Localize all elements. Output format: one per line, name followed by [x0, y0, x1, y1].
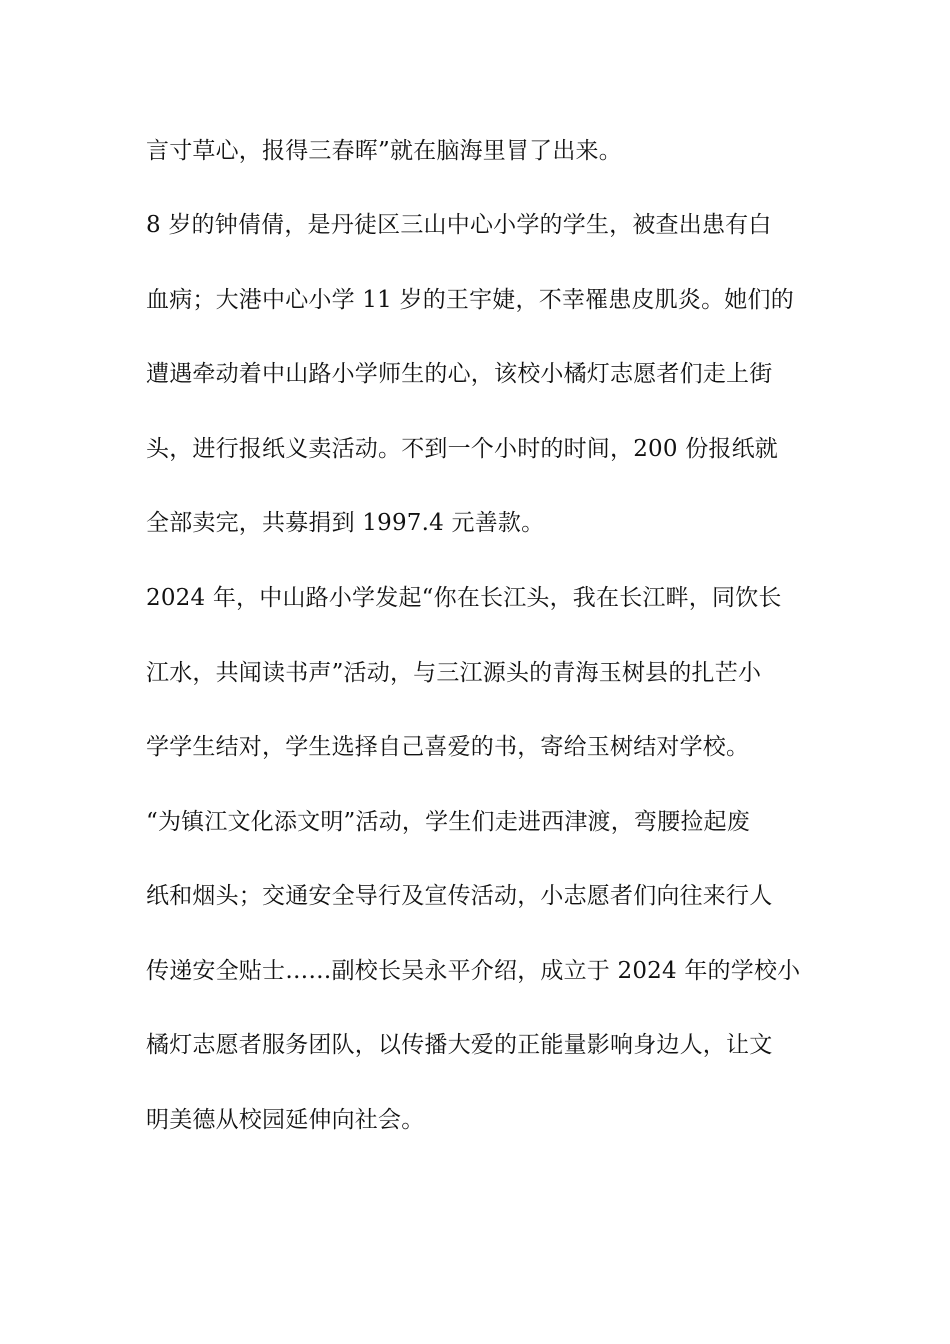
text-line: 江水，共闻读书声”活动，与三江源头的青海玉树县的扎芒小	[146, 660, 762, 686]
text-line: 纸和烟头；交通安全导行及宣传活动，小志愿者们向往来行人	[146, 883, 773, 909]
text-line: 学学生结对，学生选择自己喜爱的书，寄给玉树结对学校。	[146, 734, 750, 760]
text-line: 遭遇牵动着中山路小学师生的心，该校小橘灯志愿者们走上街	[146, 361, 773, 387]
text-line: 2024 年，中山路小学发起“你在长江头，我在长江畔，同饮长	[146, 585, 782, 611]
text-line: 传递安全贴士……副校长吴永平介绍，成立于 2024 年的学校小	[146, 958, 801, 984]
text-line: 言寸草心，报得三春晖”就在脑海里冒了出来。	[146, 138, 622, 164]
text-line: “为镇江文化添文明”活动，学生们走进西津渡，弯腰捡起废	[146, 809, 750, 835]
text-line: 橘灯志愿者服务团队，以传播大爱的正能量影响身边人，让文	[146, 1032, 773, 1058]
text-line: 8 岁的钟倩倩，是丹徒区三山中心小学的学生，被查出患有白	[146, 212, 772, 238]
text-line: 全部卖完，共募捐到 1997.4 元善款。	[146, 510, 545, 536]
text-line: 明美德从校园延伸向社会。	[146, 1107, 425, 1133]
text-line: 血病；大港中心小学 11 岁的王宇婕，不幸罹患皮肌炎。她们的	[146, 287, 794, 313]
text-line: 头，进行报纸义卖活动。不到一个小时的时间，200 份报纸就	[146, 436, 779, 462]
